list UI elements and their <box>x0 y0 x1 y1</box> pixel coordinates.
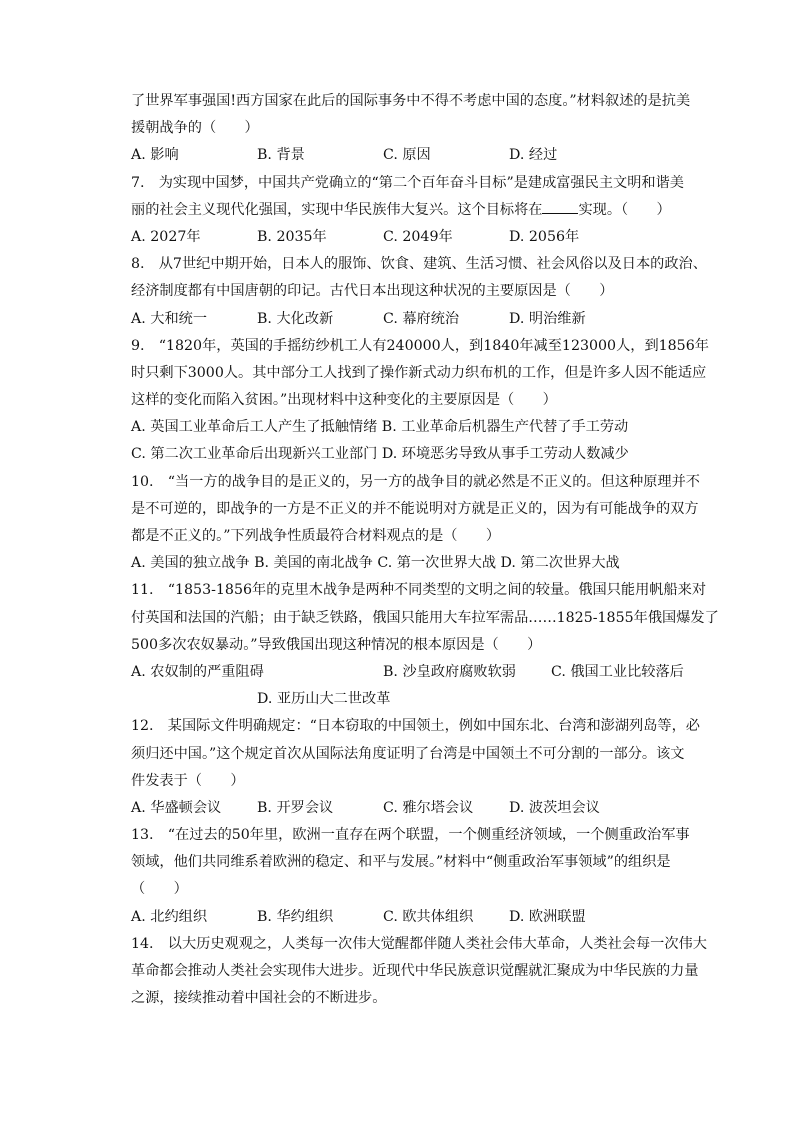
answer-options-row: A. 英国工业革命后工人产生了抵触情绪 B. 工业革命后机器生产代替了手工劳动 <box>131 419 629 436</box>
option-c: C. 2049年 <box>383 228 453 245</box>
question-12-line: 件发表于（ ） <box>131 772 245 789</box>
question-text-line: 援朝战争的（ ） <box>131 120 259 137</box>
option-d: D. 亚历山大二世改革 <box>257 691 391 708</box>
answer-options-row: A. 美国的独立战争 B. 美国的南北战争 C. 第一次世界大战 D. 第二次世界大战 <box>131 555 620 572</box>
option-a: A. 农奴制的严重阻碍 <box>131 663 264 680</box>
option-d: D. 欧洲联盟 <box>509 908 586 925</box>
question-7-line <box>131 197 691 224</box>
question-13-line: 领域，他们共同维系着欧洲的稳定、和平与发展。”材料中“侧重政治军事领域”的组织是 <box>131 854 671 871</box>
option-d: D. 波茨坦会议 <box>509 799 600 816</box>
question-7-text: 丽的社会主义现代化强国，实现中华民族伟大复兴。这个目标将在 <box>131 201 543 218</box>
question-10-line: 都是不正义的。”下列战争性质最符合材料观点的是（ ） <box>131 528 501 544</box>
option-b: B. 背景 <box>257 147 305 164</box>
question-12-line: 12. 某国际文件明确规定：“日本窃取的中国领土，例如中国东北、台湾和澎湖列岛等，必 <box>131 718 700 735</box>
option-a: A. 华盛顿会议 <box>131 799 222 816</box>
question-11-line: 500多次农奴暴动。”导致俄国出现这种情况的根本原因是（ ） <box>131 636 542 653</box>
option-d: D. 经过 <box>509 147 558 164</box>
answer-options <box>131 142 691 169</box>
option-b: B. 华约组织 <box>257 908 334 925</box>
fill-blank <box>542 199 578 214</box>
option-b: B. 2035年 <box>257 228 327 245</box>
question-8-line: 8. 从7世纪中期开始，日本人的服饰、饮食、建筑、生活习惯、社会风俗以及日本的政治、 <box>131 256 707 273</box>
question-13-line: 13. “在过去的50年里，欧洲一直存在两个联盟，一个侧重经济领域，一个侧重政治军事 <box>131 827 690 844</box>
answer-options <box>131 306 691 333</box>
answer-options <box>131 904 691 931</box>
question-13-line: （ ） <box>131 881 188 898</box>
option-b: B. 开罗会议 <box>257 799 334 816</box>
option-c: C. 原因 <box>383 147 431 164</box>
question-14-line: 之源，接续推动着中国社会的不断进步。 <box>131 990 387 1007</box>
question-8-line: 经济制度都有中国唐朝的印记。古代日本出现这种状况的主要原因是（ ） <box>131 283 614 300</box>
question-10-line: 是不可逆的，即战争的一方是不正义的并不能说明对方就是正义的，因为有可能战争的双方 <box>131 500 699 517</box>
answer-options-row: C. 第二次工业革命后出现新兴工业部门 D. 环境恶劣导致从事手工劳动人数减少 <box>131 446 629 463</box>
option-c: C. 俄国工业比较落后 <box>551 663 684 680</box>
question-9-line: 时只剩下3000人。其中部分工人找到了操作新式动力织布机的工作，但是许多人因不能适应 <box>131 364 707 381</box>
question-7-tail: 实现。（ ） <box>578 201 671 218</box>
question-14-line: 革命都会推动人类社会实现伟大进步。近现代中华民族意识觉醒就汇聚成为中华民族的力量 <box>131 963 699 979</box>
question-9-line: 这样的变化而陷入贫困。”出现材料中这种变化的主要原因是（ ） <box>131 392 557 409</box>
option-b: B. 沙皇政府腐败软弱 <box>383 663 516 680</box>
option-a: A. 北约组织 <box>131 908 208 925</box>
option-a: A. 2027年 <box>131 228 201 245</box>
answer-options <box>131 224 691 251</box>
option-c: C. 雅尔塔会议 <box>383 799 474 816</box>
option-d: D. 明治维新 <box>509 310 586 327</box>
question-11-line: 11. “1853-1856年的克里木战争是两种不同类型的文明之间的较量。俄国只能用帆船来对 <box>131 582 707 599</box>
option-a: A. 大和统一 <box>131 310 208 327</box>
question-14-line: 14. 以大历史观观之，人类每一次伟大觉醒都伴随人类社会伟大革命，人类社会每一次伟大 <box>131 935 707 952</box>
answer-options <box>131 686 691 713</box>
question-7-line: 7. 为实现中国梦，中国共产党确立的“第二个百年奋斗目标”是建成富强民主文明和谐美 <box>131 174 684 191</box>
option-b: B. 大化改新 <box>257 310 334 327</box>
question-11-line: 付英国和法国的汽船；由于缺乏铁路，俄国只能用大车拉军需品……1825-1855年俄国爆发了 <box>131 609 719 626</box>
question-list <box>131 88 719 1012</box>
answer-options <box>131 795 691 822</box>
option-c: C. 欧共体组织 <box>383 908 474 925</box>
option-c: C. 幕府统治 <box>383 310 460 327</box>
option-a: A. 影响 <box>131 147 179 164</box>
option-d: D. 2056年 <box>509 228 580 245</box>
question-10-line: 10. “当一方的战争目的是正义的，另一方的战争目的就必然是不正义的。但这种原理并不 <box>131 473 700 490</box>
question-9-line: 9. “1820年，英国的手摇纺纱机工人有240000人，到1840年减至123000人，到1856年 <box>131 337 709 354</box>
question-text-line: 了世界军事强国!西方国家在此后的国际事务中不得不考虑中国的态度。”材料叙述的是抗美 <box>131 93 691 109</box>
answer-options <box>131 659 691 686</box>
question-12-line: 须归还中国。”这个规定首次从国际法角度证明了台湾是中国领土不可分割的一部分。该文 <box>131 745 685 762</box>
